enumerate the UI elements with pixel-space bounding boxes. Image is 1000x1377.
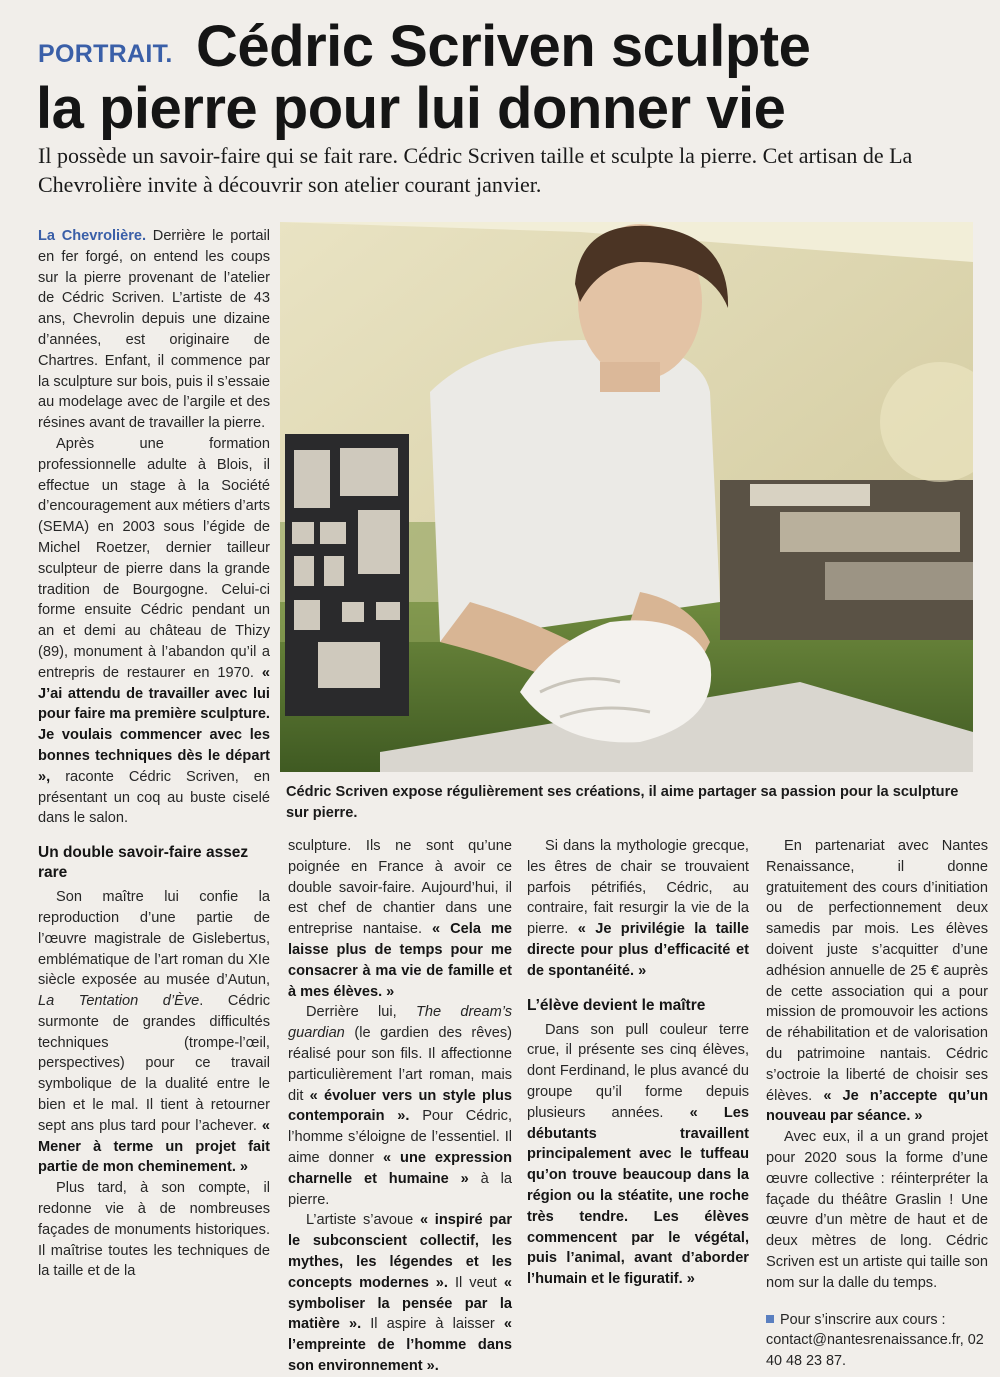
section-kicker: PORTRAIT. (38, 40, 173, 68)
paragraph: La Chevrolière. Derrière le portail en fer forgé, on entend les coups sur la pierre provenant de l’atelier de Cédric Scriven. L’artiste de 43 ans, Chevrolin depuis une dizaine d’années, est originaire de Chartres. Enfant, il commence par la sculpture sur bois, puis il s’essaie au modelage avec de l’argile et des résines avant de travailler la pierre. (38, 228, 270, 432)
contact-details: contact@nantesrenaissance.fr, 02 40 48 23 87. (766, 1332, 984, 1370)
headline-line-2: la pierre pour lui donner vie (36, 76, 786, 141)
contact-info: Pour s’inscrire aux cours : contact@nantesrenaissance.fr, 02 40 48 23 87. (766, 1311, 984, 1370)
photo-caption: Cédric Scriven expose régulièrement ses créations, il aime partager sa passion pour la sculpture sur pierre. (286, 784, 959, 821)
paragraph: Après une formation professionnelle adulte à Blois, il effectue un stage à la Société d’encouragement aux métiers d’arts (SEMA) en 2003 sous l’égide de Michel Roetzer, dernier tailleur sculpteur de pierre dans la grande tradition de Bourgogne. Celui-ci forme ensuite Cédric pendant un an et demi au château de Thizy (89), monument à l’abandon qu’il a entrepris de restaurer en 1970. « J’ai attendu de travailler avec lui pour faire ma première sculpture. Je voulais commencer avec les bonnes techniques dès le départ », raconte Cédric Scriven, en présentant un coq au buste ciselé dans le salon. (38, 435, 270, 827)
article-column-4 (766, 836, 988, 1372)
standfirst: Il possède un savoir-faire qui se fait rare. Cédric Scriven taille et sculpte la pierre. Cet artisan de La Chevrolière invite à découvrir son atelier courant janvier. (38, 143, 913, 197)
article-column-1 (38, 226, 270, 1282)
subheading: Un double savoir-faire assez rare (38, 844, 249, 882)
bullet-square-icon (766, 1315, 774, 1323)
article-photo (280, 222, 973, 772)
article-column-3 (527, 836, 749, 1290)
paragraph: Avec eux, il a un grand projet pour 2020 sous la forme d’une œuvre collective : réinterpréter la façade du théâtre Graslin ! Une œuvre d’un mètre de haut et de deux mètres de long. Cédric Scriven est un artiste qui taille son nom sur la dalle du temps. (766, 1129, 988, 1291)
paragraph: Son maître lui confie la reproduction d’une partie de l’œuvre magistrale de Gislebertus, emblématique de l’art roman du XIe siècle exposée au musée d’Autun, La Tentation d’Ève. Cédric surmonte de grandes difficultés techniques (trompe-l’œil, perspectives) pour ce travail symbolique de la dualité entre le bien et le mal. Il tient à retourner sept ans plus tard pour l’achever. « Mener à terme un projet fait partie de mon cheminement. » (38, 889, 270, 1176)
paragraph: sculpture. Ils ne sont qu’une poignée en France à avoir ce double savoir-faire. Aujourd’hui, il est chef de chantier dans une entreprise nantaise. « Cela me laisse plus de temps pour me consacrer à ma vie de famille et à mes élèves. » (288, 838, 512, 1000)
paragraph: Plus tard, à son compte, il redonne vie à de nombreuses façades de monuments historiques. Il maîtrise toutes les techniques de la taille et de la (38, 1180, 270, 1280)
paragraph: Si dans la mythologie grecque, les êtres de chair se trouvaient parfois pétrifiés, Cédric, au contraire, fait resurgir la vie de la pierre. « Je privilégie la taille directe pour plus d’efficacité et de spontanéité. » (527, 838, 749, 979)
paragraph: Derrière lui, The dream’s guardian (le gardien des rêves) réalisé pour son fils. Il affectionne particulièrement l’art roman, mais dit « évoluer vers un style plus contemporain ». Pour Cédric, l’homme s’éloigne de l’essentiel. Il aime donner « une expression charnelle et humaine » à la pierre. (288, 1004, 513, 1208)
dateline: La Chevrolière. (38, 228, 147, 244)
subheading: L’élève devient le maître (527, 996, 706, 1014)
article-column-2 (288, 836, 512, 1377)
paragraph: Dans son pull couleur terre crue, il présente ses cinq élèves, dont Ferdinand, le plus avancé du groupe qu’il forme depuis plusieurs années. « Les débutants travaillent principalement avec le tuffeau qu’on trouve beaucoup dans la région ou la stéatite, une roche très tendre. Les élèves commencent par le végétal, puis l’animal, avant d’aborder l’humain et le figuratif. » (527, 1021, 749, 1288)
sculptor-figure (430, 340, 720, 642)
paragraph: L’artiste s’avoue « inspiré par le subconscient collectif, les mythes, les légendes et les concepts modernes ». Il veut « symboliser la pensée par la matière ». Il aspire à laisser « l’empreinte de l’homme dans son environnement ». (288, 1212, 512, 1374)
paragraph: En partenariat avec Nantes Renaissance, il donne gratuitement des cours d’initiation ou de perfectionnement deux samedis par mois. Les élèves doivent juste s’acquitter d’une adhésion annuelle de 25 € auprès de cette association qui a pour mission de promouvoir les actions de réhabilitation et de valorisation du patrimoine nantais. Cédric s’octroie la liberté de choisir ses élèves. « Je n’accepte qu’un nouveau par séance. » (766, 838, 988, 1125)
headline-line-1: Cédric Scriven sculpte (196, 14, 811, 79)
